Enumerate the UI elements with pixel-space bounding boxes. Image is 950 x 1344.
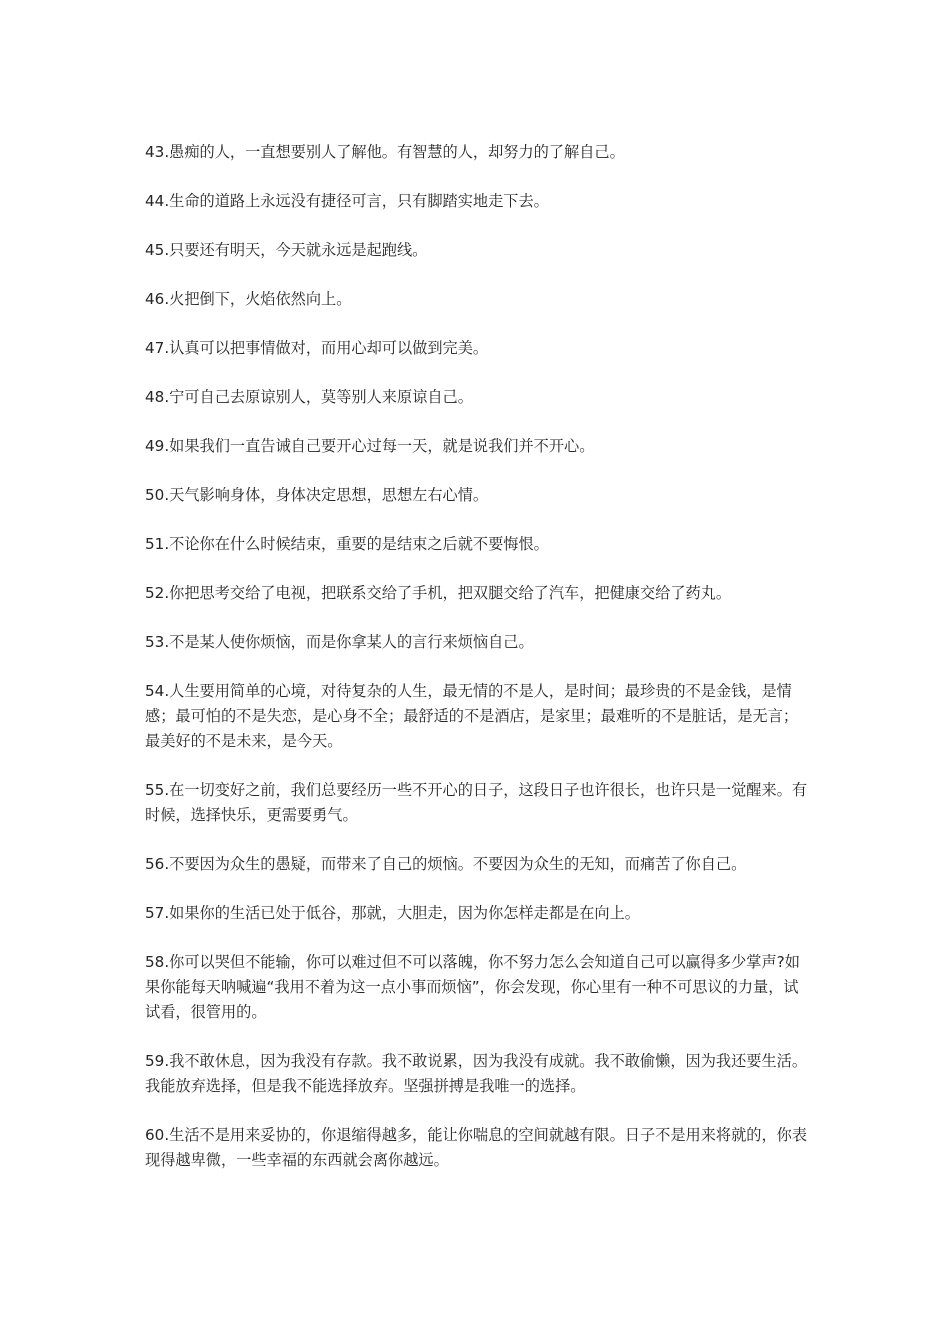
quote-43: 43.愚痴的人，一直想要别人了解他。有智慧的人，却努力的了解自己。 — [145, 143, 625, 161]
quote-53: 53.不是某人使你烦恼，而是你拿某人的言行来烦恼自己。 — [145, 633, 534, 651]
quote-44: 44.生命的道路上永远没有捷径可言，只有脚踏实地走下去。 — [145, 192, 549, 210]
quote-59: 59.我不敢休息，因为我没有存款。我不敢说累，因为我没有成就。我不敢偷懒，因为我还要生活。我能放弃选择，但是我不能选择放弃。坚强拼搏是我唯一的选择。 — [145, 1052, 808, 1095]
quote-49: 49.如果我们一直告诫自己要开心过每一天，就是说我们并不开心。 — [145, 437, 595, 455]
quote-58: 58.你可以哭但不能输，你可以难过但不可以落魄，你不努力怎么会知道自己可以赢得多少掌声?如果你能每天呐喊遍“我用不着为这一点小事而烦恼”，你会发现，你心里有一种不可思议的力量，试试看，很管用的。 — [145, 953, 800, 1021]
quote-60: 60.生活不是用来妥协的，你退缩得越多，能让你喘息的空间就越有限。日子不是用来将就的，你表现得越卑微，一些幸福的东西就会离你越远。 — [145, 1126, 808, 1169]
quote-55: 55.在一切变好之前，我们总要经历一些不开心的日子，这段日子也许很长，也许只是一觉醒来。有时候，选择快乐，更需要勇气。 — [145, 781, 808, 824]
quote-48: 48.宁可自己去原谅别人，莫等别人来原谅自己。 — [145, 388, 473, 406]
quote-56: 56.不要因为众生的愚疑，而带来了自己的烦恼。不要因为众生的无知，而痛苦了你自己。 — [145, 855, 747, 873]
quote-52: 52.你把思考交给了电视，把联系交给了手机，把双腿交给了汽车，把健康交给了药丸。 — [145, 584, 732, 602]
quote-50: 50.天气影响身体，身体决定思想，思想左右心情。 — [145, 486, 489, 504]
quote-46: 46.火把倒下，火焰依然向上。 — [145, 290, 352, 308]
quote-51: 51.不论你在什么时候结束，重要的是结束之后就不要悔恨。 — [145, 535, 549, 553]
quote-47: 47.认真可以把事情做对，而用心却可以做到完美。 — [145, 339, 489, 357]
quote-57: 57.如果你的生活已处于低谷，那就，大胆走，因为你怎样走都是在向上。 — [145, 904, 640, 922]
quote-54: 54.人生要用简单的心境，对待复杂的人生，最无情的不是人，是时间；最珍贵的不是金钱，是情感；最可怕的不是失恋，是心身不全；最舒适的不是酒店，是家里；最难听的不是脏话，是无言；最美好的不是未来，是今天。 — [145, 682, 799, 750]
quote-list — [145, 140, 810, 1197]
quote-45: 45.只要还有明天，今天就永远是起跑线。 — [145, 241, 428, 259]
